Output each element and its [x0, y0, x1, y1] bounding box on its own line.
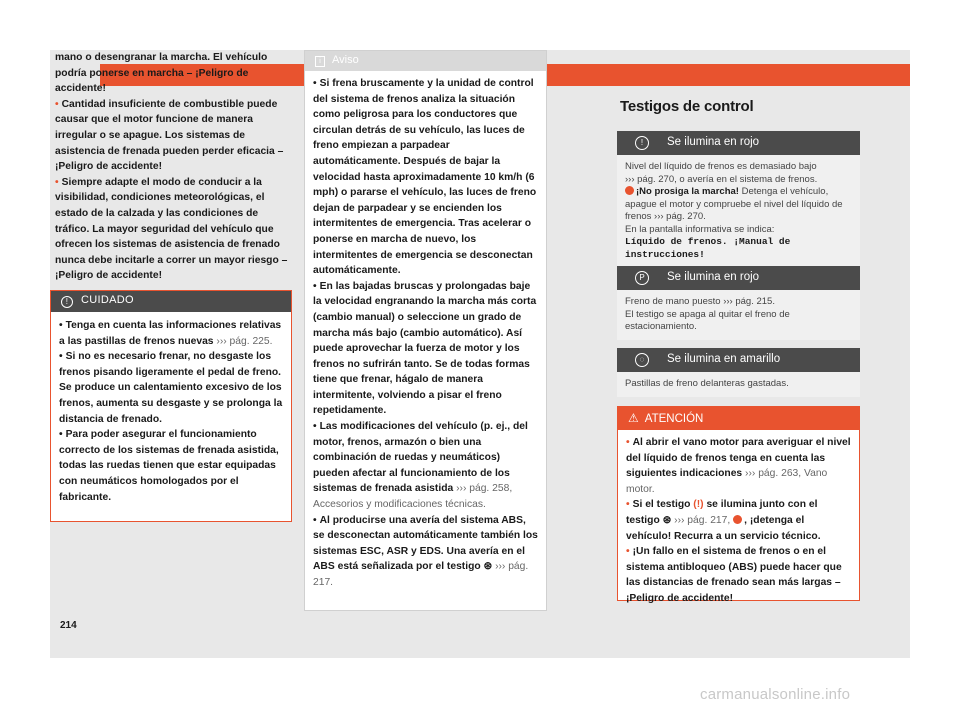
indicator-section-brake-pads	[617, 348, 860, 397]
bullet-icon: •	[59, 429, 63, 441]
bullet-icon: •	[55, 98, 59, 110]
bullet-icon: •	[626, 499, 630, 511]
list-item: • Cantidad insuficiente de combustible puede causar que el motor funcione de manera irregular o se apague. Los sistemas de asistencia de frenada pueden perder eficacia – ¡Peligro de accidente!	[55, 98, 284, 173]
list-item: • ¡Un fallo en el sistema de frenos o en el sistema antibloqueo (ABS) puede hacer que las distancias de frenado sean más largas – ¡Peligro de accidente!	[626, 546, 842, 604]
stop-icon	[625, 186, 634, 195]
warning-body	[618, 430, 859, 607]
display-message: Líquido de frenos. ¡Manual de instrucciones!	[625, 236, 791, 260]
bullet-icon: •	[313, 280, 317, 292]
bullet-icon: •	[626, 546, 630, 558]
caution-body	[51, 312, 291, 505]
page-reference[interactable]: ››› pág. 225.	[216, 335, 273, 347]
list-item: • Las modificaciones del vehículo (p. ej., del motor, frenos, armazón o bien una combinación de ruedas y neumáticos) pueden afectar al funcionamiento de los sistemas de frenada asistida ››› pág. 258, Accesorios y modificaciones técnicas.	[313, 421, 528, 511]
page-reference[interactable]: ››› pág. 217,	[674, 514, 731, 526]
bullet-icon: •	[313, 421, 317, 433]
page-reference[interactable]: ››› pág. 258, Accesorios y modificaciones técnicas.	[313, 483, 513, 511]
note-header: i Aviso	[305, 51, 546, 71]
parking-brake-icon: P	[635, 271, 649, 285]
warning-header: ⚠ ATENCIÓN	[618, 407, 859, 430]
stop-icon	[733, 515, 742, 524]
abs-warning-icon: ⊛	[483, 561, 493, 573]
note-box	[304, 50, 547, 611]
bullet-icon: •	[626, 437, 630, 448]
caution-box	[50, 290, 292, 522]
page-number: 214	[60, 620, 77, 631]
paragraph: mano o desengranar la marcha. El vehículo podría ponerse en marcha – ¡Peligro de accidente!	[55, 52, 268, 95]
list-item: • Al abrir el vano motor para averiguar el nivel del líquido de frenos tenga en cuenta las siguientes indicaciones ››› pág. 263, Vano motor.	[626, 437, 851, 495]
caution-header: ! CUIDADO	[51, 291, 291, 312]
list-item: • Si no es necesario frenar, no desgaste los frenos pisando ligeramente el pedal de freno. Se produce un calentamiento excesivo de los frenos, aumenta su desgaste y se prolonga la distancia de frenado.	[59, 351, 283, 425]
indicator-header: ! Se ilumina en rojo	[617, 131, 860, 155]
page-reference[interactable]: ››› pág. 263, Vano motor.	[626, 468, 828, 495]
warning-box	[617, 406, 860, 604]
caution-icon: !	[61, 296, 73, 308]
list-item: • Para poder asegurar el funcionamiento correcto de los sistemas de frenada asistida, todas las ruedas tienen que estar equipadas con neumáticos homologados por el fabricante.	[59, 429, 279, 503]
list-item: • Si el testigo (!) se ilumina junto con el testigo ⊛ ››› pág. 217, , ¡detenga el vehículo! Recurra a un servicio técnico.	[626, 499, 821, 542]
page-reference[interactable]: ››› pág. 217.	[313, 561, 529, 588]
list-item: • Al producirse una avería del sistema ABS, se desconectan automáticamente también los sistemas ESC, ASR y EDS. Una avería en el ABS está señalizada por el testigo ⊛ ››› pág. 217.	[313, 514, 538, 588]
watermark: carmanualsonline.info	[700, 686, 851, 703]
bullet-icon: •	[55, 176, 59, 188]
note-body	[305, 71, 546, 591]
brake-pad-icon: ◌	[635, 353, 649, 367]
bullet-icon: •	[313, 514, 317, 526]
indicator-header: P Se ilumina en rojo	[617, 266, 860, 290]
indicator-body: Nivel del líquido de frenos es demasiado bajo ››› pág. 270, o avería en el sistema de frenos. ¡No prosiga la marcha! Detenga el vehículo, apague el motor y compruebe el nivel del líquido de frenos ››› pág. 270. En la pantalla informativa se indica: Líquido de frenos. ¡Manual de instrucciones!	[617, 155, 860, 267]
bullet-icon: •	[59, 320, 63, 331]
list-item: • Tenga en cuenta las informaciones relativas a las pastillas de frenos nuevas ››› pág. 225.	[59, 320, 282, 347]
section-title: Testigos de control	[620, 98, 754, 115]
list-item: • Si frena bruscamente y la unidad de control del sistema de frenos analiza la situación como peligrosa para los conductores que circulan detrás de su vehículo, las luces de freno empiezan a parpadear automáticamente. Después de bajar la velocidad hasta aproximadamente 10 km/h (6 mph) o pararse el vehículo, las luces de freno dejan de parpadear y se encienden los intermitentes de emergencia. Tras acelerar o ponerse en marcha de nuevo, los intermitentes de emergencia se desconectan automáticamente.	[313, 78, 537, 277]
bullet-icon: •	[59, 351, 63, 363]
brake-warning-icon: !	[635, 136, 649, 150]
column-1	[55, 50, 290, 284]
brake-warning-icon: (!)	[693, 499, 704, 511]
indicator-body: Freno de mano puesto ››› pág. 215. El testigo se apaga al quitar el freno de estacionamiento.	[625, 296, 790, 332]
indicator-header: ◌ Se ilumina en amarillo	[617, 348, 860, 372]
list-item: • En las bajadas bruscas y prolongadas baje la velocidad engranando la marcha más corta (cambio manual) o seleccione un grado de marcha más bajo (cambio automático). Así puede aprovechar la fuerza de motor y los frenos no sufrirán tanto. Se de todas formas tiene que frenar, hágalo de manera intermitente, volviendo a pisar el freno repetidamente.	[313, 280, 537, 417]
indicator-section-brake-fluid	[617, 131, 860, 267]
bullet-icon: •	[313, 78, 317, 89]
indicator-section-parking-brake	[617, 266, 860, 340]
info-icon: i	[315, 56, 325, 67]
abs-warning-icon: ⊛	[662, 514, 672, 526]
warning-triangle-icon: ⚠	[628, 411, 639, 425]
indicator-body: Pastillas de freno delanteras gastadas.	[625, 378, 789, 389]
list-item: • Siempre adapte el modo de conducir a la visibilidad, condiciones meteorológicas, el estado de la calzada y las condiciones de tráfico. La mayor seguridad del vehículo que ofrecen los sistemas de asistencia de frenado nunca debe incitarle a correr un mayor riesgo – ¡Peligro de accidente!	[55, 176, 288, 282]
